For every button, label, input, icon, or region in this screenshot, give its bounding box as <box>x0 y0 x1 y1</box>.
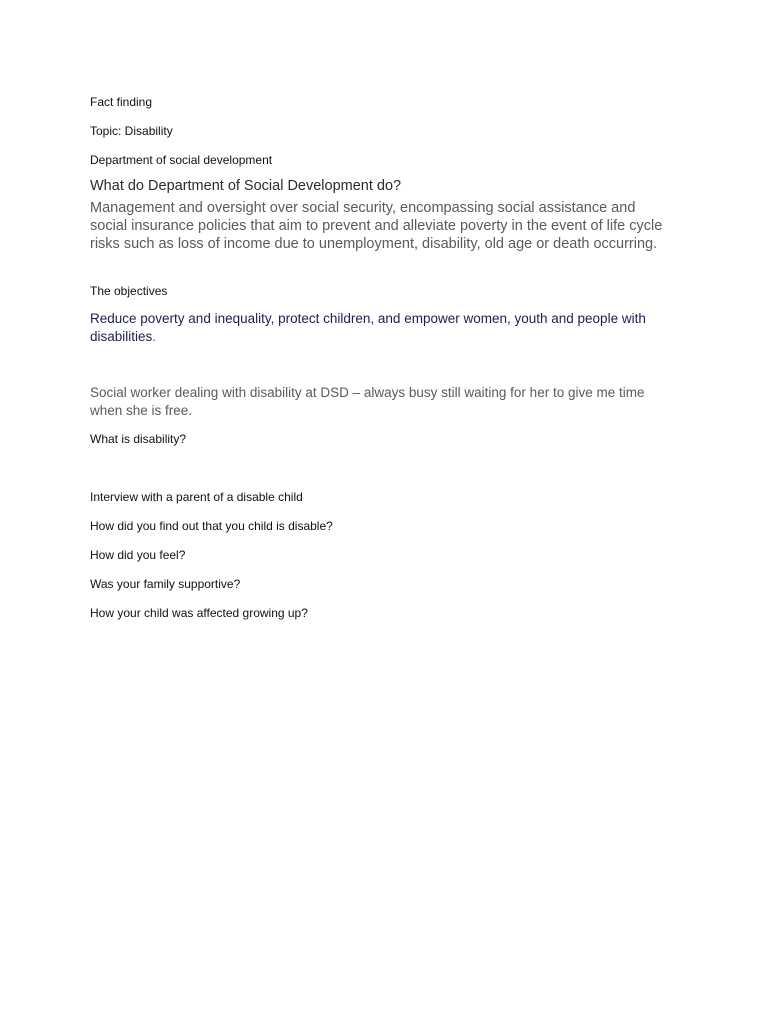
objectives-body: Reduce poverty and inequality, protect children, and empower women, youth and people with disabilities <box>90 311 646 344</box>
social-worker-note: Social worker dealing with disability at DSD – always busy still waiting for her to give me time when she is free. <box>90 385 645 418</box>
interview-heading: Interview with a parent of a disable child <box>90 490 303 504</box>
fact-finding-line: Fact finding <box>90 95 153 109</box>
topic-line: Topic: Disability <box>90 124 173 138</box>
document-body <box>90 94 670 621</box>
objectives-period: . <box>152 329 157 344</box>
department-line: Department of social development <box>90 153 273 167</box>
objectives-text <box>90 310 670 346</box>
disability-question: What is disability? <box>90 432 187 446</box>
interview-question: How did you feel? <box>90 548 186 562</box>
dsd-answer: Management and oversight over social security, encompassing social assistance and social insurance policies that aim to prevent and alleviate poverty in the event of life cycle risks such as loss of income due to unemployment, disability, old age or death occurring. <box>90 200 663 252</box>
interview-question: How your child was affected growing up? <box>90 606 308 620</box>
dsd-question: What do Department of Social Development do? <box>90 178 402 194</box>
interview-question: How did you find out that you child is disable? <box>90 519 333 533</box>
objectives-heading: The objectives <box>90 284 168 298</box>
interview-question: Was your family supportive? <box>90 577 241 591</box>
